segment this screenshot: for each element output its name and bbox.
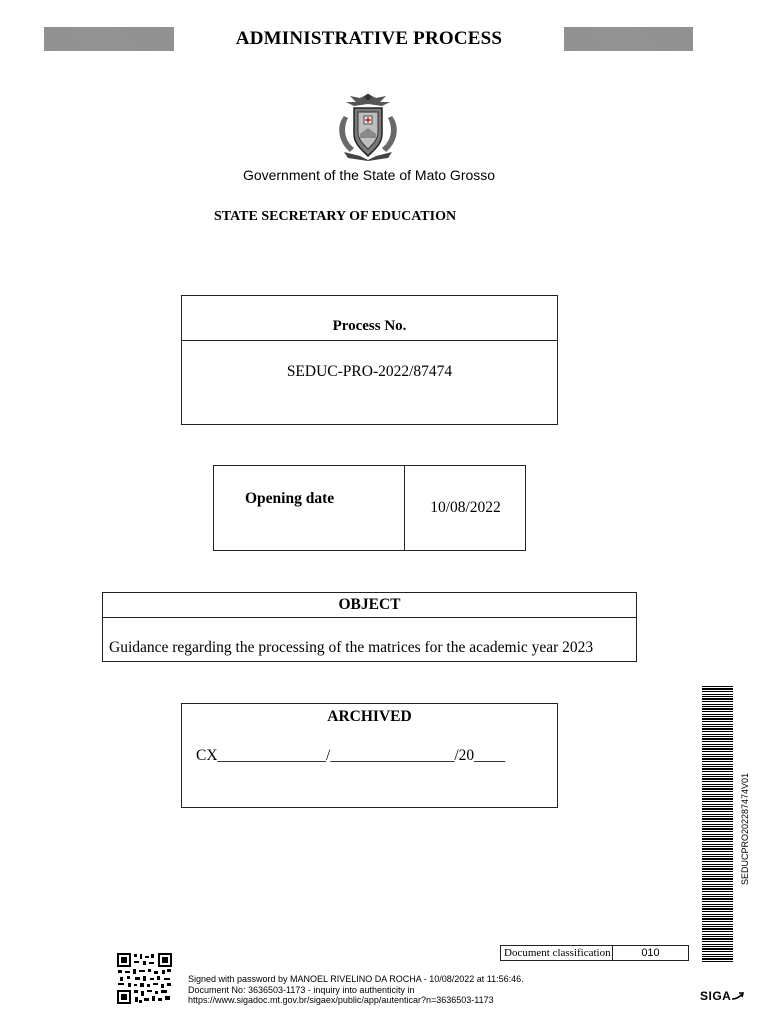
- object-text: Guidance regarding the processing of the matrices for the academic year 2023: [109, 639, 594, 656]
- qr-code[interactable]: [116, 952, 173, 1005]
- opening-date-label: Opening date: [245, 490, 335, 507]
- opening-date-box: [213, 465, 526, 551]
- classification-box: [500, 945, 689, 961]
- siga-logo: [700, 989, 745, 1003]
- signature-line: Signed with password by MANOEL RIVELINO DA ROCHA - 10/08/2022 at 11:56:46.: [188, 974, 524, 984]
- document-title: ADMINISTRATIVE PROCESS: [235, 28, 503, 49]
- object-label: OBJECT: [338, 596, 401, 613]
- process-box: [181, 295, 558, 425]
- object-divider: [103, 617, 636, 618]
- government-name: Government of the State of Mato Grosso: [242, 167, 496, 183]
- secretary-name: STATE SECRETARY OF EDUCATION: [214, 209, 457, 224]
- process-number: SEDUC-PRO-2022/87474: [286, 363, 453, 380]
- opening-date-divider: [404, 466, 405, 550]
- vertical-barcode: [702, 686, 733, 964]
- archived-box: [181, 703, 558, 808]
- process-divider: [182, 340, 557, 341]
- barcode-code-text: SEDUCPRO202287474V01: [740, 772, 750, 885]
- siga-logo-text: SIGA: [700, 989, 732, 1003]
- archived-filing-line: CX______________/________________/20____: [196, 747, 506, 764]
- process-label: Process No.: [332, 318, 407, 334]
- opening-date-value: 10/08/2022: [430, 499, 501, 516]
- archived-label: ARCHIVED: [327, 708, 412, 725]
- authenticity-url[interactable]: https://www.sigadoc.mt.gov.br/sigaex/public/app/autenticar?n=3636503-1173: [188, 995, 494, 1005]
- classification-label: Document classification: [504, 947, 611, 959]
- classification-value: 010: [641, 947, 660, 959]
- siga-arrow-icon: [731, 991, 745, 1001]
- coat-of-arms-icon: [330, 90, 406, 162]
- signature-block: [188, 974, 524, 1006]
- document-number-line: Document No: 3636503-1173 - inquiry into authenticity in: [188, 984, 415, 995]
